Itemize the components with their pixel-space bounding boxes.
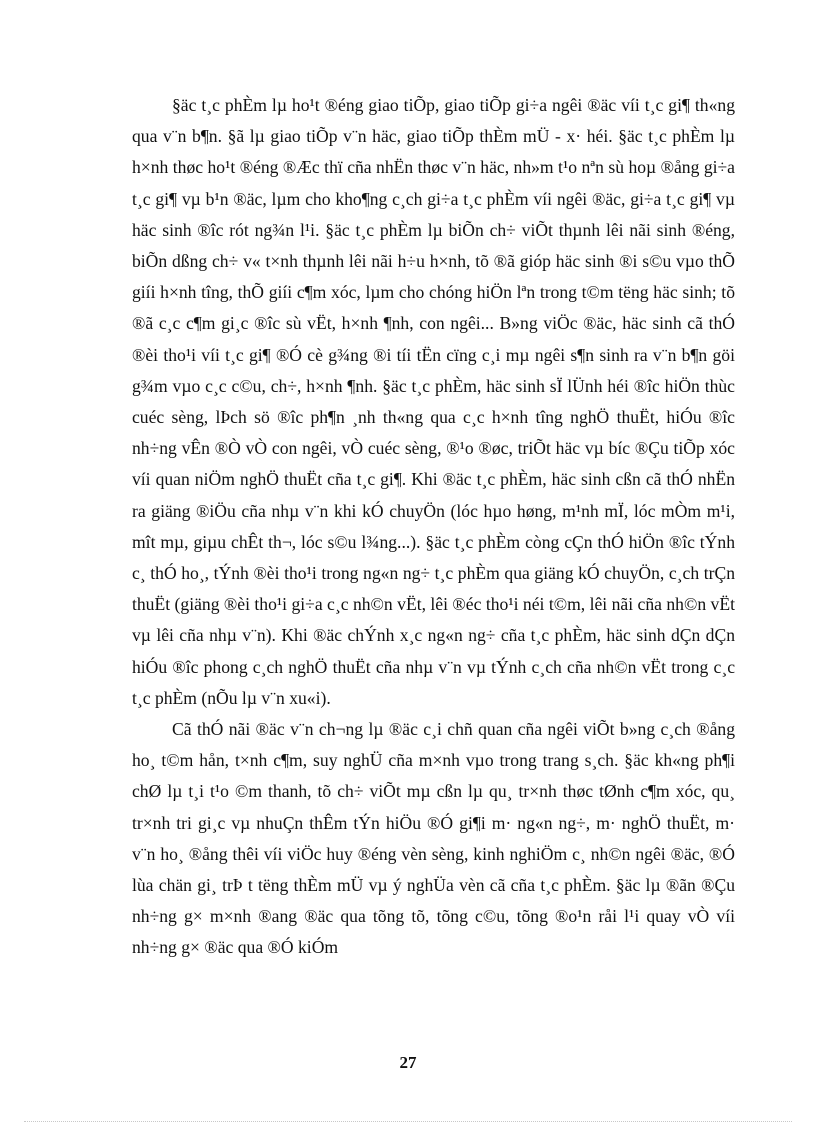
page-number: 27 <box>399 1053 417 1072</box>
document-body <box>132 90 735 964</box>
page-bottom-divider <box>24 1121 792 1122</box>
paragraph: Cã thÓ nãi ®äc v¨n ch¬ng lµ ®äc c¸i chñ quan cña ngêi viÕt b»ng c¸ch ®ång ho¸ t©m hån, t×nh c¶m, suy nghÜ cña m×nh vµo trong trang s¸ch. §äc kh«ng ph¶i chØ lµ t¸i t¹o ©m thanh, tõ ch÷ viÕt mµ cßn lµ qu¸ tr×nh thøc tØnh c¶m xóc, qu¸ tr×nh tri gi¸c vµ nhuÇn thÊm tÝn hiÖu ®Ó gi¶i m· ng«n ng÷, m· nghÖ thuËt, m· v¨n ho¸ ®ång thêi víi viÖc huy ®éng vèn sèng, kinh nghiÖm c¸ nh©n ngêi ®äc, ®Ó lùa chän gi¸ trÞ t tëng thÈm mÜ vµ ý nghÜa vèn cã cña t¸c phÈm. §äc lµ ®ãn ®Çu nh÷ng g× m×nh ®ang ®äc qua tõng tõ, tõng c©u, tõng ®o¹n råi l¹i quay vÒ víi nh÷ng g× ®äc qua ®Ó kiÓm <box>132 719 735 958</box>
paragraph: §äc t¸c phÈm lµ ho¹t ®éng giao tiÕp, giao tiÕp gi÷a ngêi ®äc víi t¸c gi¶ th«ng qua v¨n b¶n. §ã lµ giao tiÕp v¨n häc, giao tiÕp thÈm mÜ - x· héi. §äc t¸c phÈm lµ h×nh thøc ho¹t ®éng ®Æc thï cña nhËn thøc v¨n häc, nh»m t¹o nªn sù hoµ ®ång gi÷a t¸c gi¶ vµ b¹n ®äc, lµm cho kho¶ng c¸ch gi÷a t¸c phÈm víi ngêi ®äc, gi÷a t¸c gi¶ vµ häc sinh ®îc rót ng¾n l¹i. §äc t¸c phÈm lµ biÕn ch÷ viÕt thµnh lêi nãi sinh ®éng, biÕn dßng ch÷ v« t×nh thµnh lêi nãi h÷u h×nh, tõ ®ã gióp häc sinh ®i s©u vµo thÕ giíi h×nh tîng, thÕ giíi c¶m xóc, lµm cho chóng hiÖn lªn trong t©m tëng häc sinh; tõ ®ã c¸c c¶m gi¸c ®îc sù vËt, h×nh ¶nh, con ngêi... B»ng viÖc ®äc, häc sinh cã thÓ ®èi tho¹i víi t¸c gi¶ ®Ó cè g¾ng ®i tíi tËn cïng c¸i mµ ngêi s¶n sinh ra v¨n b¶n göi g¾m vµo c¸c c©u, ch÷, h×nh ¶nh. §äc t¸c phÈm, häc sinh sÏ lÜnh héi ®îc hiÖn thùc cuéc sèng, lÞch sö ®îc ph¶n ¸nh th«ng qua c¸c h×nh tîng nghÖ thuËt, hiÓu ®îc nh÷ng vÊn ®Ò vÒ con ngêi, vÒ cuéc sèng, ®¹o ®øc, triÕt häc vµ bíc ®Çu tiÕp xóc víi quan niÖm nghÖ thuËt cña t¸c gi¶. Khi ®äc t¸c phÈm, häc sinh cßn cã thÓ nhËn ra giäng ®iÖu cña nhµ v¨n khi kÓ chuyÖn (lóc hµo høng, m¹nh mÏ, lóc mÒm m¹i, mît mµ, giµu chÊt th¬, lóc s©u l¾ng...). §äc t¸c phÈm còng cÇn thÓ hiÖn ®îc tÝnh c¸ thÓ ho¸, tÝnh ®èi tho¹i trong ng«n ng÷ t¸c phÈm qua giäng kÓ chuyÖn, c¸ch trÇn thuËt (giäng ®èi tho¹i gi÷a c¸c nh©n vËt, lêi ®éc tho¹i néi t©m, lêi nãi cña nh©n vËt vµ lêi cña nhµ v¨n). Khi ®äc chÝnh x¸c ng«n ng÷ cña t¸c phÈm, häc sinh dÇn dÇn hiÓu ®îc phong c¸ch nghÖ thuËt cña nhµ v¨n vµ tÝnh c¸ch cña nh©n vËt trong c¸c t¸c phÈm (nÕu lµ v¨n xu«i). <box>132 95 735 708</box>
